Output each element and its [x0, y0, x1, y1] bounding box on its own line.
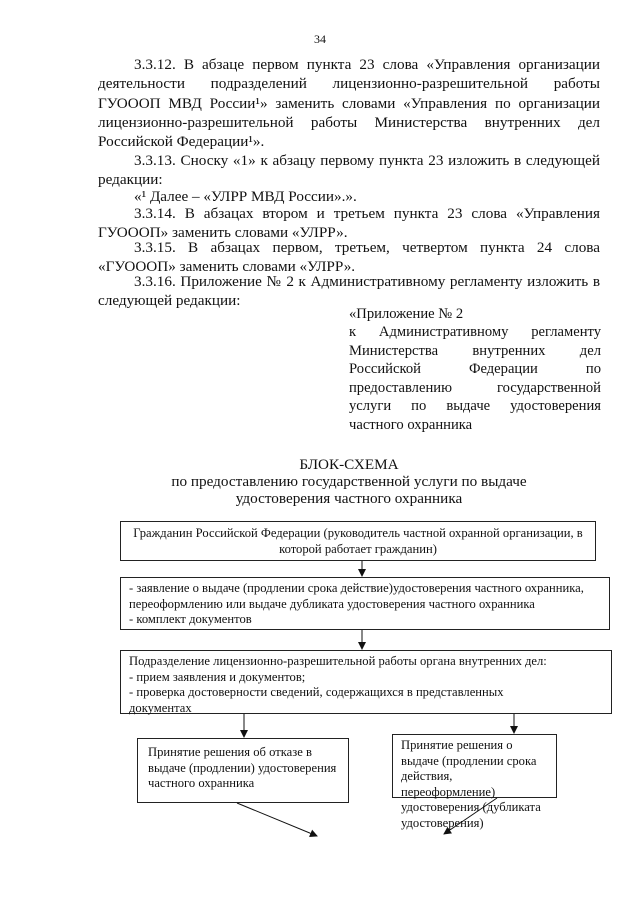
box-issue: Принятие решения о выдаче (продлении срока действия, переоформление) удостоверения (дубликата удостоверения) [392, 734, 557, 798]
paragraph-footnote-text: «¹ Далее – «УЛРР МВД России».». [134, 188, 357, 205]
paragraph-3-3-14: 3.3.14. В абзацах втором и третьем пункта 23 слова «Управления ГУОООП» заменить словами «УЛРР». [98, 205, 600, 242]
department-line-2: - прием заявления и документов; [129, 669, 306, 684]
arrow-issue-to-next [444, 798, 497, 834]
scheme-subtitle-line1: по предоставлению государственной услуги по выдаче [171, 473, 527, 490]
scheme-subtitle-line2: удостоверения частного охранника [235, 490, 463, 507]
application-line-3: - комплект документов [129, 612, 252, 627]
paragraph-3-3-16: 3.3.16. Приложение № 2 к Административному регламенту изложить в следующей редакции: [98, 273, 600, 310]
application-line-2: переоформлению или выдаче дубликата удостоверения частного охранника [129, 596, 535, 611]
department-line-3: - проверка достоверности сведений, содержащихся в представленных [129, 685, 504, 700]
appendix-text: к Административному регламенту Министерства внутренних дел Российской Федерации по предоставлению государственной услуги по выдаче удостоверения частного охранника [349, 324, 601, 433]
department-line-4: документах [129, 700, 192, 715]
paragraph-3-3-13: 3.3.13. Сноску «1» к абзацу первому пункта 23 изложить в следующей редакции: [98, 152, 600, 189]
paragraph-3-3-12: 3.3.12. В абзаце первом пункта 23 слова «Управления организации деятельности подразделений лицензионно-разрешительной работы ГУОООП МВД России¹» заменить словами «Управления по организации лицензионно-разрешительной работы Министерства внутренних дел Российской Федерации¹». [98, 56, 600, 151]
box-citizen: Гражданин Российской Федерации (руководитель частной охранной организации, в которой работает гражданин) [120, 521, 596, 561]
department-line-1: Подразделение лицензионно-разрешительной работы органа внутренних дел: [129, 654, 547, 668]
application-line-1: - заявление о выдаче (продлении срока действие)удостоверения частного охранника, [129, 581, 584, 595]
arrow-refusal-to-next [237, 803, 317, 836]
paragraph-3-3-15: 3.3.15. В абзацах первом, третьем, четвертом пункта 24 слова «ГУОООП» заменить словами «УЛРР». [98, 239, 600, 276]
page-number: 34 [314, 32, 326, 46]
box-refusal: Принятие решения об отказе в выдаче (продлении) удостоверения частного охранника [137, 738, 349, 803]
scheme-title: БЛОК-СХЕМА [299, 456, 399, 473]
appendix-heading: «Приложение № 2 [349, 306, 464, 322]
